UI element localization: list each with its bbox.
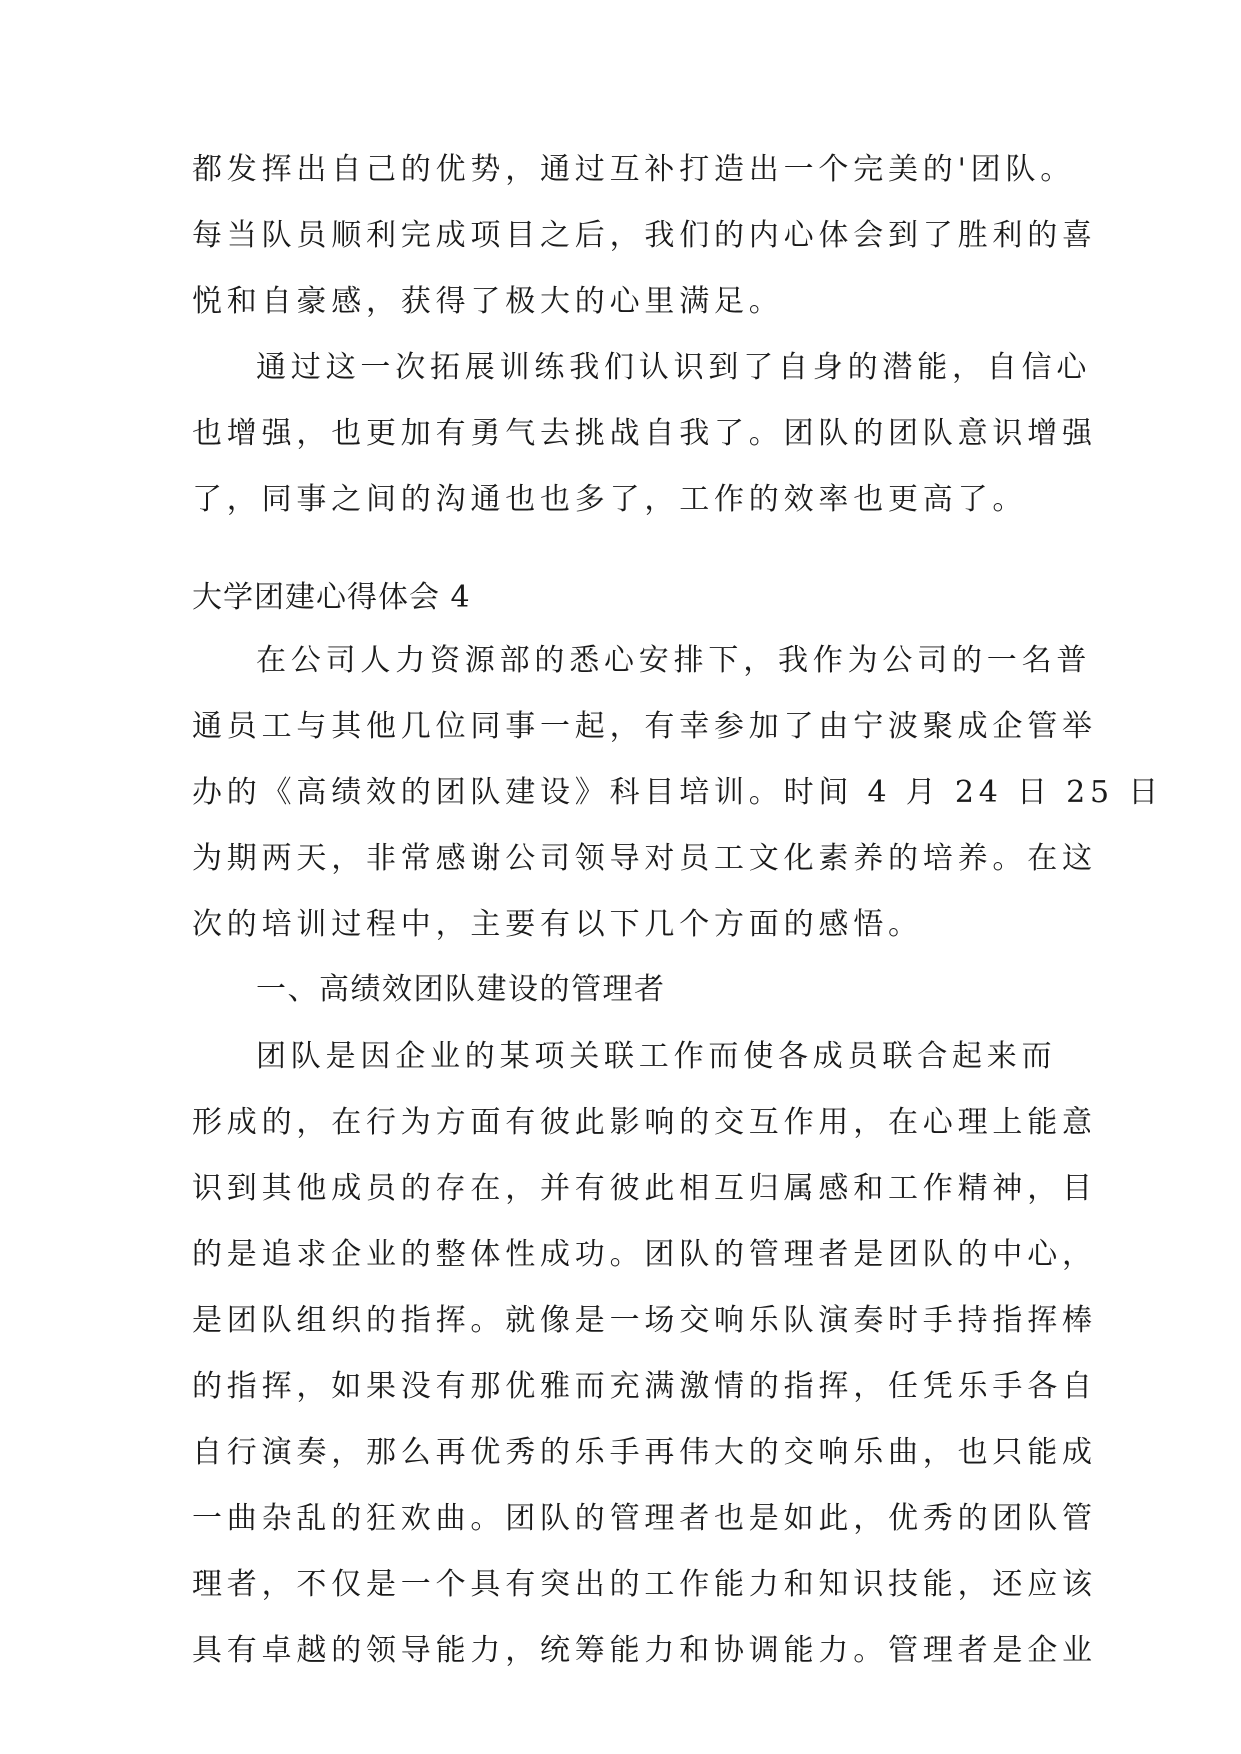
text-line: 具有卓越的领导能力，统筹能力和协调能力。管理者是企业 xyxy=(192,1633,1097,1668)
text-line: 都发挥出自己的优势，通过互补打造出一个完美的'团队。 xyxy=(192,152,1076,187)
text-line: 理者，不仅是一个具有突出的工作能力和知识技能，还应该 xyxy=(192,1567,1097,1602)
text-line: 也增强，也更加有勇气去挑战自我了。团队的团队意识增强 xyxy=(192,416,1097,451)
text-line: 通员工与其他几位同事一起，有幸参加了由宁波聚成企管举 xyxy=(192,709,1097,744)
text-line: 的是追求企业的整体性成功。团队的管理者是团队的中心， xyxy=(192,1237,1097,1272)
subheading: 一、高绩效团队建设的管理者 xyxy=(256,972,666,1007)
text-line: 一曲杂乱的狂欢曲。团队的管理者也是如此，优秀的团队管 xyxy=(192,1501,1097,1536)
text-line: 次的培训过程中，主要有以下几个方面的感悟。 xyxy=(192,907,923,942)
paragraph-first-line: 团队是因企业的某项关联工作而使各成员联合起来而 xyxy=(256,1039,1057,1074)
paragraph-first-line: 通过这一次拓展训练我们认识到了自身的潜能，自信心 xyxy=(256,350,1092,385)
text-line: 每当队员顺利完成项目之后，我们的内心体会到了胜利的喜 xyxy=(192,218,1097,253)
text-line: 是团队组织的指挥。就像是一场交响乐队演奏时手持指挥棒 xyxy=(192,1303,1097,1338)
text-line: 了，同事之间的沟通也也多了，工作的效率也更高了。 xyxy=(192,482,1028,517)
text-line: 办的《高绩效的团队建设》科目培训。时间 4 月 24 日 25 日 xyxy=(192,775,1164,810)
paragraph-first-line: 在公司人力资源部的悉心安排下，我作为公司的一名普 xyxy=(256,643,1092,678)
text-line: 识到其他成员的存在，并有彼此相互归属感和工作精神，目 xyxy=(192,1171,1097,1206)
text-line: 形成的，在行为方面有彼此影响的交互作用，在心理上能意 xyxy=(192,1105,1097,1140)
text-line: 的指挥，如果没有那优雅而充满激情的指挥，任凭乐手各自 xyxy=(192,1369,1097,1404)
text-line: 悦和自豪感，获得了极大的心里满足。 xyxy=(192,284,784,319)
section-heading: 大学团建心得体会 4 xyxy=(192,580,471,615)
text-line: 为期两天，非常感谢公司领导对员工文化素养的培养。在这 xyxy=(192,841,1097,876)
text-line: 自行演奏，那么再优秀的乐手再伟大的交响乐曲，也只能成 xyxy=(192,1435,1097,1470)
